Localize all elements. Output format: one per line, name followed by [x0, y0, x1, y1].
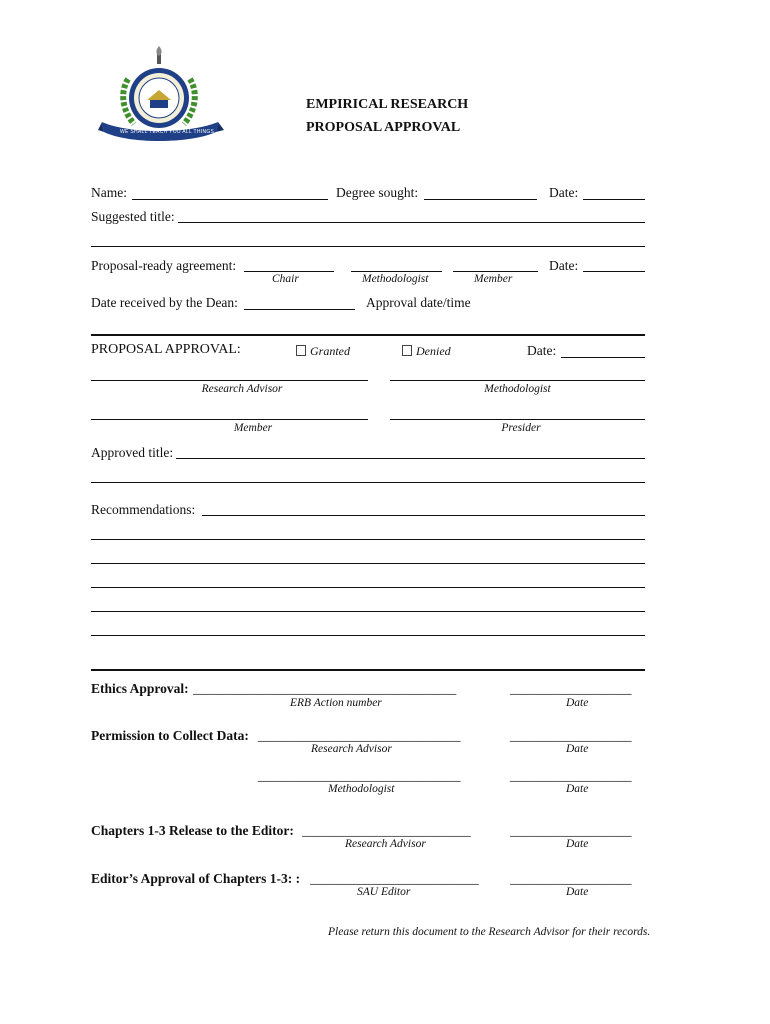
editor-approval-field[interactable]: _________________________ [310, 871, 479, 886]
agreement-date-field[interactable] [583, 271, 645, 272]
suggested-title-field-2[interactable] [91, 246, 645, 247]
form-title-line2: PROPOSAL APPROVAL [306, 120, 461, 135]
date-label: Date: [549, 185, 579, 200]
methodologist-date-field[interactable]: __________________ [510, 768, 632, 783]
sau-editor-caption: SAU Editor [357, 886, 411, 898]
approval-date-field[interactable] [561, 357, 645, 358]
approved-title-field-2[interactable] [91, 482, 645, 483]
recommendations-line-5[interactable] [91, 611, 645, 612]
proposal-ready-label: Proposal-ready agreement: [91, 258, 237, 273]
methodologist-caption: Methodologist [362, 273, 429, 285]
denied-option[interactable] [402, 344, 451, 359]
form-title-line1: EMPIRICAL RESEARCH [306, 97, 469, 112]
footer-note: Please return this document to the Research Advisor for their records. [328, 926, 651, 938]
date-received-label: Date received by the Dean: [91, 295, 238, 310]
logo-ribbon-text: WE SHALL TEACH YOU ALL THINGS [120, 129, 215, 135]
granted-checkbox[interactable] [296, 345, 306, 356]
presider-signature[interactable] [390, 419, 645, 420]
methodologist-permission-field[interactable]: ______________________________ [258, 768, 461, 783]
release-date-field[interactable]: __________________ [510, 823, 632, 838]
suggested-title-field[interactable] [178, 222, 645, 223]
approval-datetime-label: Approval date/time [366, 295, 471, 310]
erb-caption: ERB Action number [290, 697, 382, 709]
suggested-title-label: Suggested title: [91, 209, 175, 224]
release-advisor-caption: Research Advisor [345, 838, 426, 850]
methodologist-permission-caption: Methodologist [328, 783, 395, 795]
recommendations-line-4[interactable] [91, 587, 645, 588]
degree-field[interactable] [424, 199, 537, 200]
ethics-date-field[interactable]: __________________ [510, 681, 632, 696]
recommendations-label: Recommendations: [91, 502, 196, 517]
research-advisor-caption: Research Advisor [201, 383, 283, 395]
member-caption: Member [474, 273, 513, 285]
granted-option[interactable] [296, 344, 350, 359]
chair-caption: Chair [272, 273, 299, 285]
methodologist-date-caption: Date [566, 783, 589, 795]
editor-approval-label: Editor’s Approval of Chapters 1-3: : [91, 871, 301, 886]
methodologist-sig-caption: Methodologist [484, 383, 551, 395]
date-received-field[interactable] [244, 309, 355, 310]
release-date-caption: Date [566, 838, 589, 850]
chapters-release-field[interactable]: _________________________ [302, 823, 471, 838]
ethics-date-caption: Date [566, 697, 589, 709]
member-sig-caption: Member [233, 422, 273, 434]
name-field[interactable] [132, 199, 328, 200]
permission-date-field[interactable]: __________________ [510, 728, 632, 743]
date-field[interactable] [583, 199, 645, 200]
degree-label: Degree sought: [336, 185, 419, 200]
permission-field[interactable]: ______________________________ [258, 728, 461, 743]
section-divider-2 [91, 669, 645, 671]
chapters-release-label: Chapters 1-3 Release to the Editor: [91, 823, 294, 838]
editor-date-field[interactable]: __________________ [510, 871, 632, 886]
presider-caption: Presider [501, 422, 541, 434]
denied-label: Denied [416, 344, 451, 358]
methodologist-field[interactable] [351, 271, 442, 272]
granted-label: Granted [310, 344, 350, 358]
proposal-approval-label: PROPOSAL APPROVAL: [91, 342, 241, 357]
methodologist-signature[interactable] [390, 380, 645, 381]
member-signature[interactable] [91, 419, 368, 420]
permission-label: Permission to Collect Data: [91, 728, 249, 743]
editor-date-caption: Date [566, 886, 589, 898]
ethics-approval-field[interactable]: _______________________________________ [193, 681, 457, 696]
permission-date-caption: Date [566, 743, 589, 755]
research-advisor-signature[interactable] [91, 380, 368, 381]
section-divider-1 [91, 334, 645, 336]
recommendations-line-3[interactable] [91, 563, 645, 564]
name-label: Name: [91, 185, 127, 200]
recommendations-line-6[interactable] [91, 635, 645, 636]
university-logo [98, 44, 226, 152]
recommendations-field[interactable] [202, 515, 645, 516]
permission-advisor-caption: Research Advisor [311, 743, 392, 755]
recommendations-line-2[interactable] [91, 539, 645, 540]
agreement-date-label: Date: [549, 258, 579, 273]
denied-checkbox[interactable] [402, 345, 412, 356]
approved-title-label: Approved title: [91, 445, 174, 460]
member-field[interactable] [453, 271, 538, 272]
approved-title-field[interactable] [176, 458, 645, 459]
approval-date-label: Date: [527, 343, 557, 358]
ethics-approval-label: Ethics Approval: [91, 681, 189, 696]
chair-field[interactable] [244, 271, 334, 272]
